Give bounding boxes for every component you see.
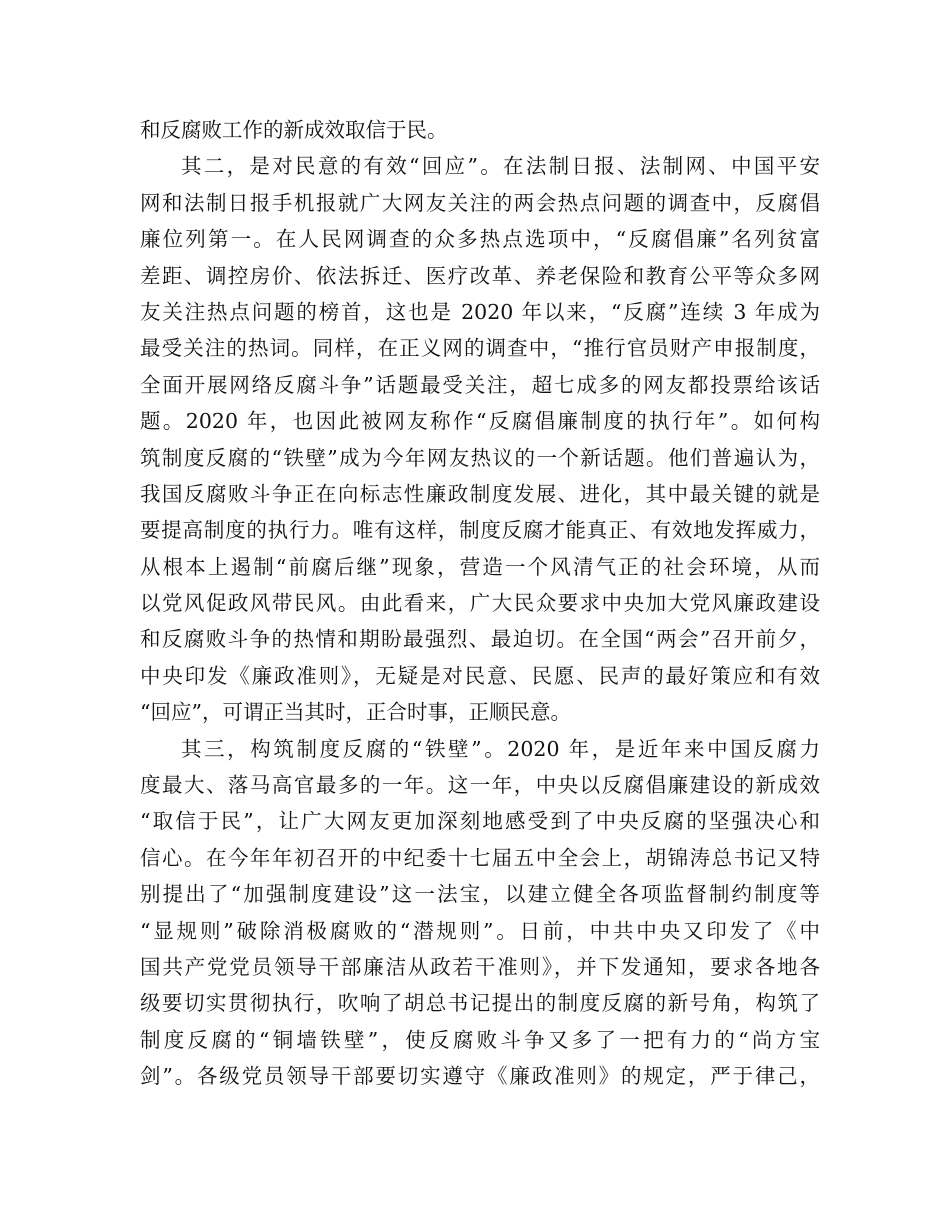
paragraph-first-line: 其三，构筑制度反腐的“铁壁”。2020 年，是近年来中国反腐力 <box>181 736 820 761</box>
text-line: 我国反腐败斗争正在向标志性廉政制度发展、进化，其中最关键的就是 <box>140 481 820 506</box>
text-line: 国共产党党员领导干部廉洁从政若干准则》，并下发通知，要求各地各 <box>140 954 820 979</box>
text-line: “取信于民”，让广大网友更加深刻地感受到了中央反腐的坚强决心和 <box>140 809 820 834</box>
text-line: 从根本上遏制“前腐后继”现象，营造一个风清气正的社会环境，从而 <box>140 554 820 579</box>
text-line: 廉位列第一。在人民网调查的众多热点选项中，“反腐倡廉”名列贫富 <box>140 227 820 252</box>
text-line: 网和法制日报手机报就广大网友关注的两会热点问题的调查中，反腐倡 <box>140 190 820 215</box>
text-line: 全面开展网络反腐斗争”话题最受关注，超七成多的网友都投票给该话 <box>140 372 820 397</box>
text-line: 差距、调控房价、依法拆迁、医疗改革、养老保险和教育公平等众多网 <box>140 263 820 288</box>
text-line: 和反腐败工作的新成效取信于民。 <box>140 118 448 142</box>
text-line: “回应”，可谓正当其时，正合时事，正顺民意。 <box>140 700 571 725</box>
text-line: 和反腐败斗争的热情和期盼最强烈、最迫切。在全国“两会”召开前夕， <box>140 627 820 652</box>
text-line: 要提高制度的执行力。唯有这样，制度反腐才能真正、有效地发挥威力， <box>140 518 820 543</box>
text-line: 友关注热点问题的榜首，这也是 2020 年以来，“反腐”连续 3 年成为 <box>140 299 820 324</box>
text-line: 剑”。各级党员领导干部要切实遵守《廉政准则》的规定，严于律己， <box>140 1064 820 1089</box>
text-line: “显规则”破除消极腐败的“潜规则”。日前，中共中央又印发了《中 <box>140 918 820 943</box>
text-line: 中央印发《廉政准则》，无疑是对民意、民愿、民声的最好策应和有效 <box>140 663 820 688</box>
text-line: 别提出了“加强制度建设”这一法宝，以建立健全各项监督制约制度等 <box>140 882 820 907</box>
text-line: 题。2020 年，也因此被网友称作“反腐倡廉制度的执行年”。如何构 <box>140 409 820 434</box>
paragraph-first-line: 其二，是对民意的有效“回应”。在法制日报、法制网、中国平安 <box>181 154 820 179</box>
text-line: 度最大、落马高官最多的一年。这一年，中央以反腐倡廉建设的新成效 <box>140 773 820 798</box>
text-line: 以党风促政风带民风。由此看来，广大民众要求中央加大党风廉政建设 <box>140 591 820 616</box>
text-line: 筑制度反腐的“铁壁”成为今年网友热议的一个新话题。他们普遍认为， <box>140 445 820 470</box>
body-text <box>140 112 820 1095</box>
text-line: 信心。在今年年初召开的中纪委十七届五中全会上，胡锦涛总书记又特 <box>140 845 820 870</box>
text-line: 级要切实贯彻执行，吹响了胡总书记提出的制度反腐的新号角，构筑了 <box>140 991 820 1016</box>
text-line: 最受关注的热词。同样，在正义网的调查中，“推行官员财产申报制度， <box>140 336 820 361</box>
text-line: 制度反腐的“铜墙铁壁”，使反腐败斗争又多了一把有力的“尚方宝 <box>140 1027 820 1052</box>
